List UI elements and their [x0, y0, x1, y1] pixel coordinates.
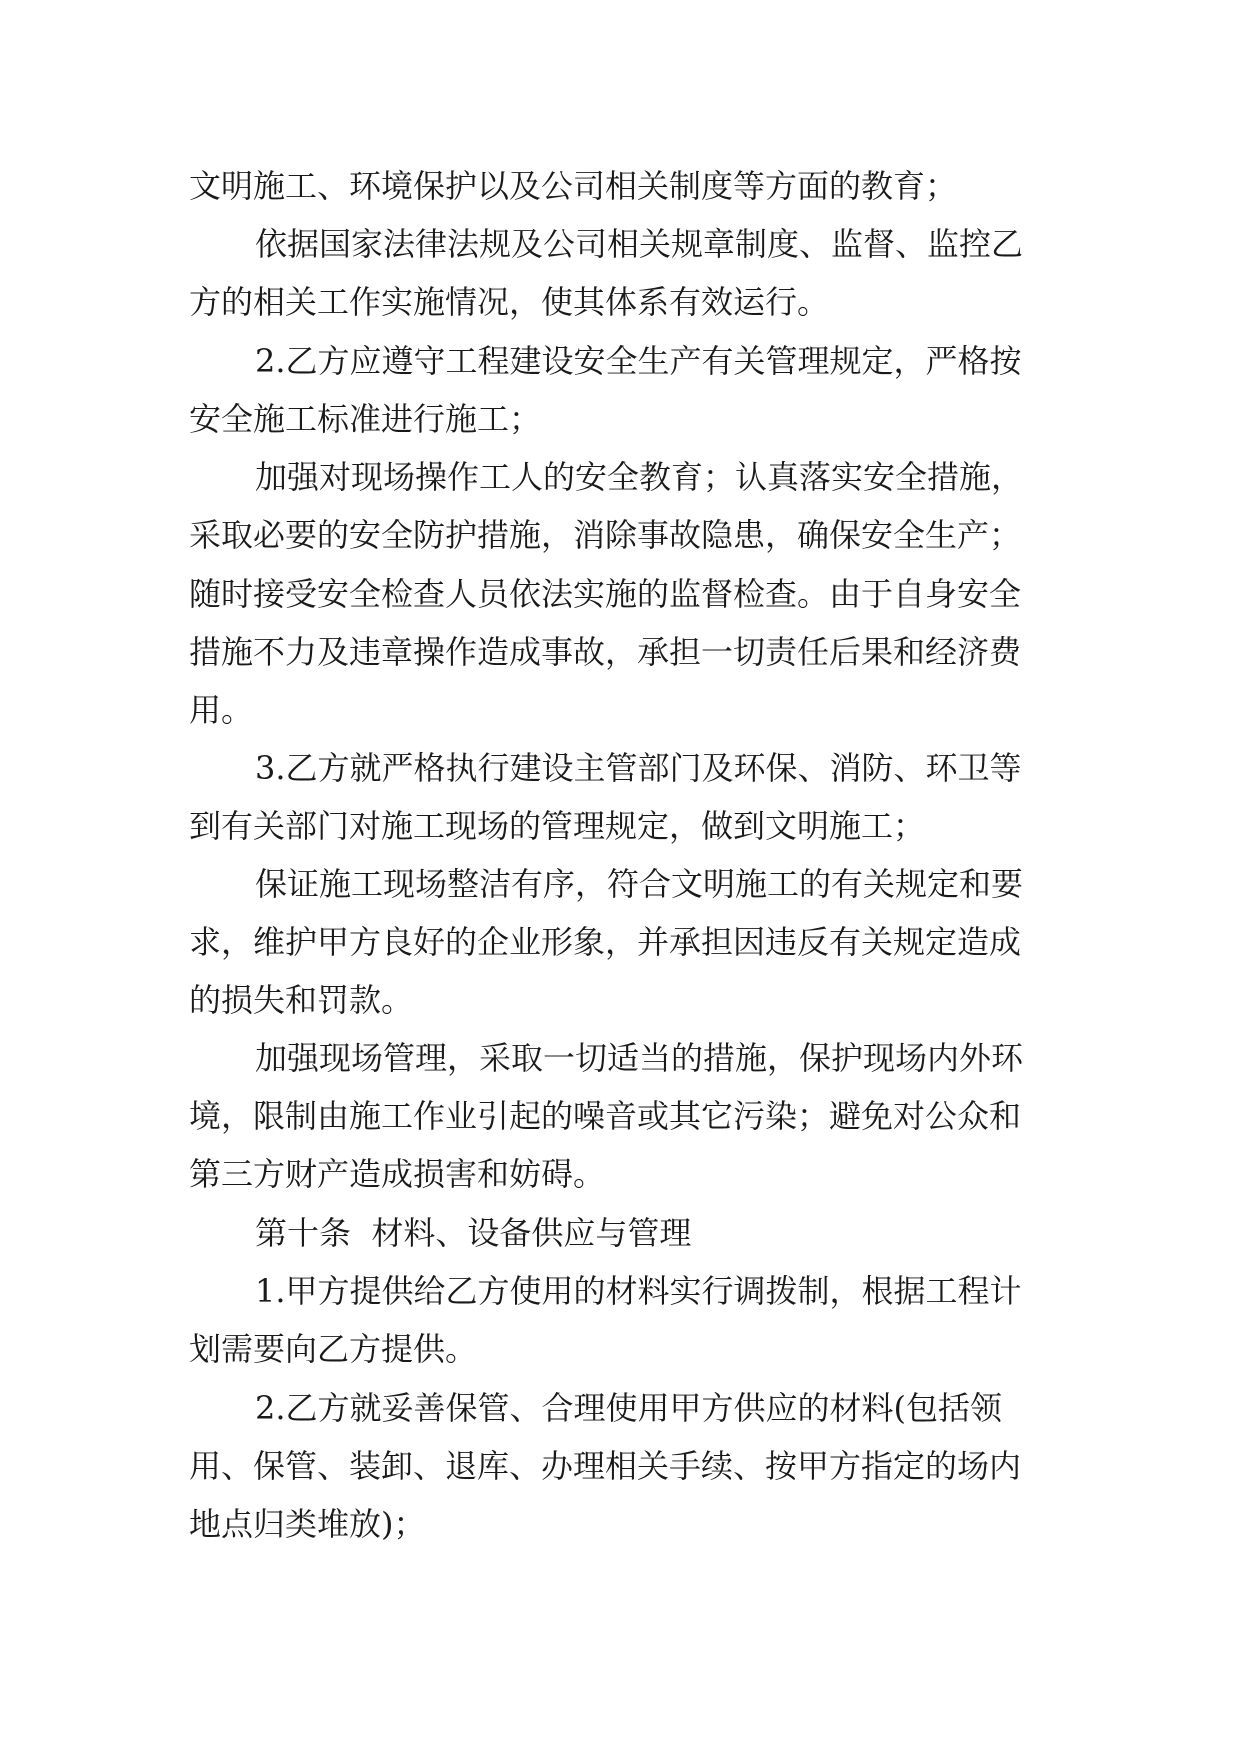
- text-line: 加强现场管理，采取一切适当的措施，保护现场内外环: [255, 1039, 1024, 1077]
- text-line: 2.乙方就妥善保管、合理使用甲方供应的材料(包括领: [255, 1389, 1003, 1427]
- text-line: 求，维护甲方良好的企业形象，并承担因违反有关规定造成: [189, 923, 1022, 961]
- text-line: 文明施工、环境保护以及公司相关制度等方面的教育；: [189, 167, 958, 205]
- text-line: 到有关部门对施工现场的管理规定，做到文明施工；: [189, 807, 926, 845]
- text-line: 2.乙方应遵守工程建设安全生产有关管理规定，严格按: [255, 342, 1022, 380]
- text-line: 划需要向乙方提供。: [189, 1330, 478, 1368]
- text-line: 加强对现场操作工人的安全教育；认真落实安全措施，: [255, 458, 1024, 496]
- text-line: 方的相关工作实施情况，使其体系有效运行。: [189, 283, 830, 321]
- text-line: 措施不力及违章操作造成事故，承担一切责任后果和经济费: [189, 633, 1022, 671]
- text-line: 1.甲方提供给乙方使用的材料实行调拨制，根据工程计: [255, 1272, 1022, 1310]
- text-line: 第三方财产造成损害和妨碍。: [189, 1155, 606, 1193]
- text-line: 用。: [189, 691, 254, 729]
- section-heading: 第十条 材料、设备供应与管理: [255, 1214, 692, 1252]
- text-line: 地点归类堆放)；: [189, 1505, 426, 1543]
- text-line: 用、保管、装卸、退库、办理相关手续、按甲方指定的场内: [189, 1447, 1022, 1485]
- text-line: 随时接受安全检查人员依法实施的监督检查。由于自身安全: [189, 575, 1022, 613]
- text-line: 依据国家法律法规及公司相关规章制度、监督、监控乙: [255, 225, 1024, 263]
- text-line: 保证施工现场整洁有序，符合文明施工的有关规定和要: [255, 865, 1024, 903]
- text-line: 境，限制由施工作业引起的噪音或其它污染；避免对公众和: [189, 1097, 1022, 1135]
- text-line: 采取必要的安全防护措施，消除事故隐患，确保安全生产；: [189, 516, 1022, 554]
- text-line: 3.乙方就严格执行建设主管部门及环保、消防、环卫等: [255, 749, 1022, 787]
- text-line: 安全施工标准进行施工；: [189, 400, 542, 438]
- text-line: 的损失和罚款。: [189, 981, 414, 1019]
